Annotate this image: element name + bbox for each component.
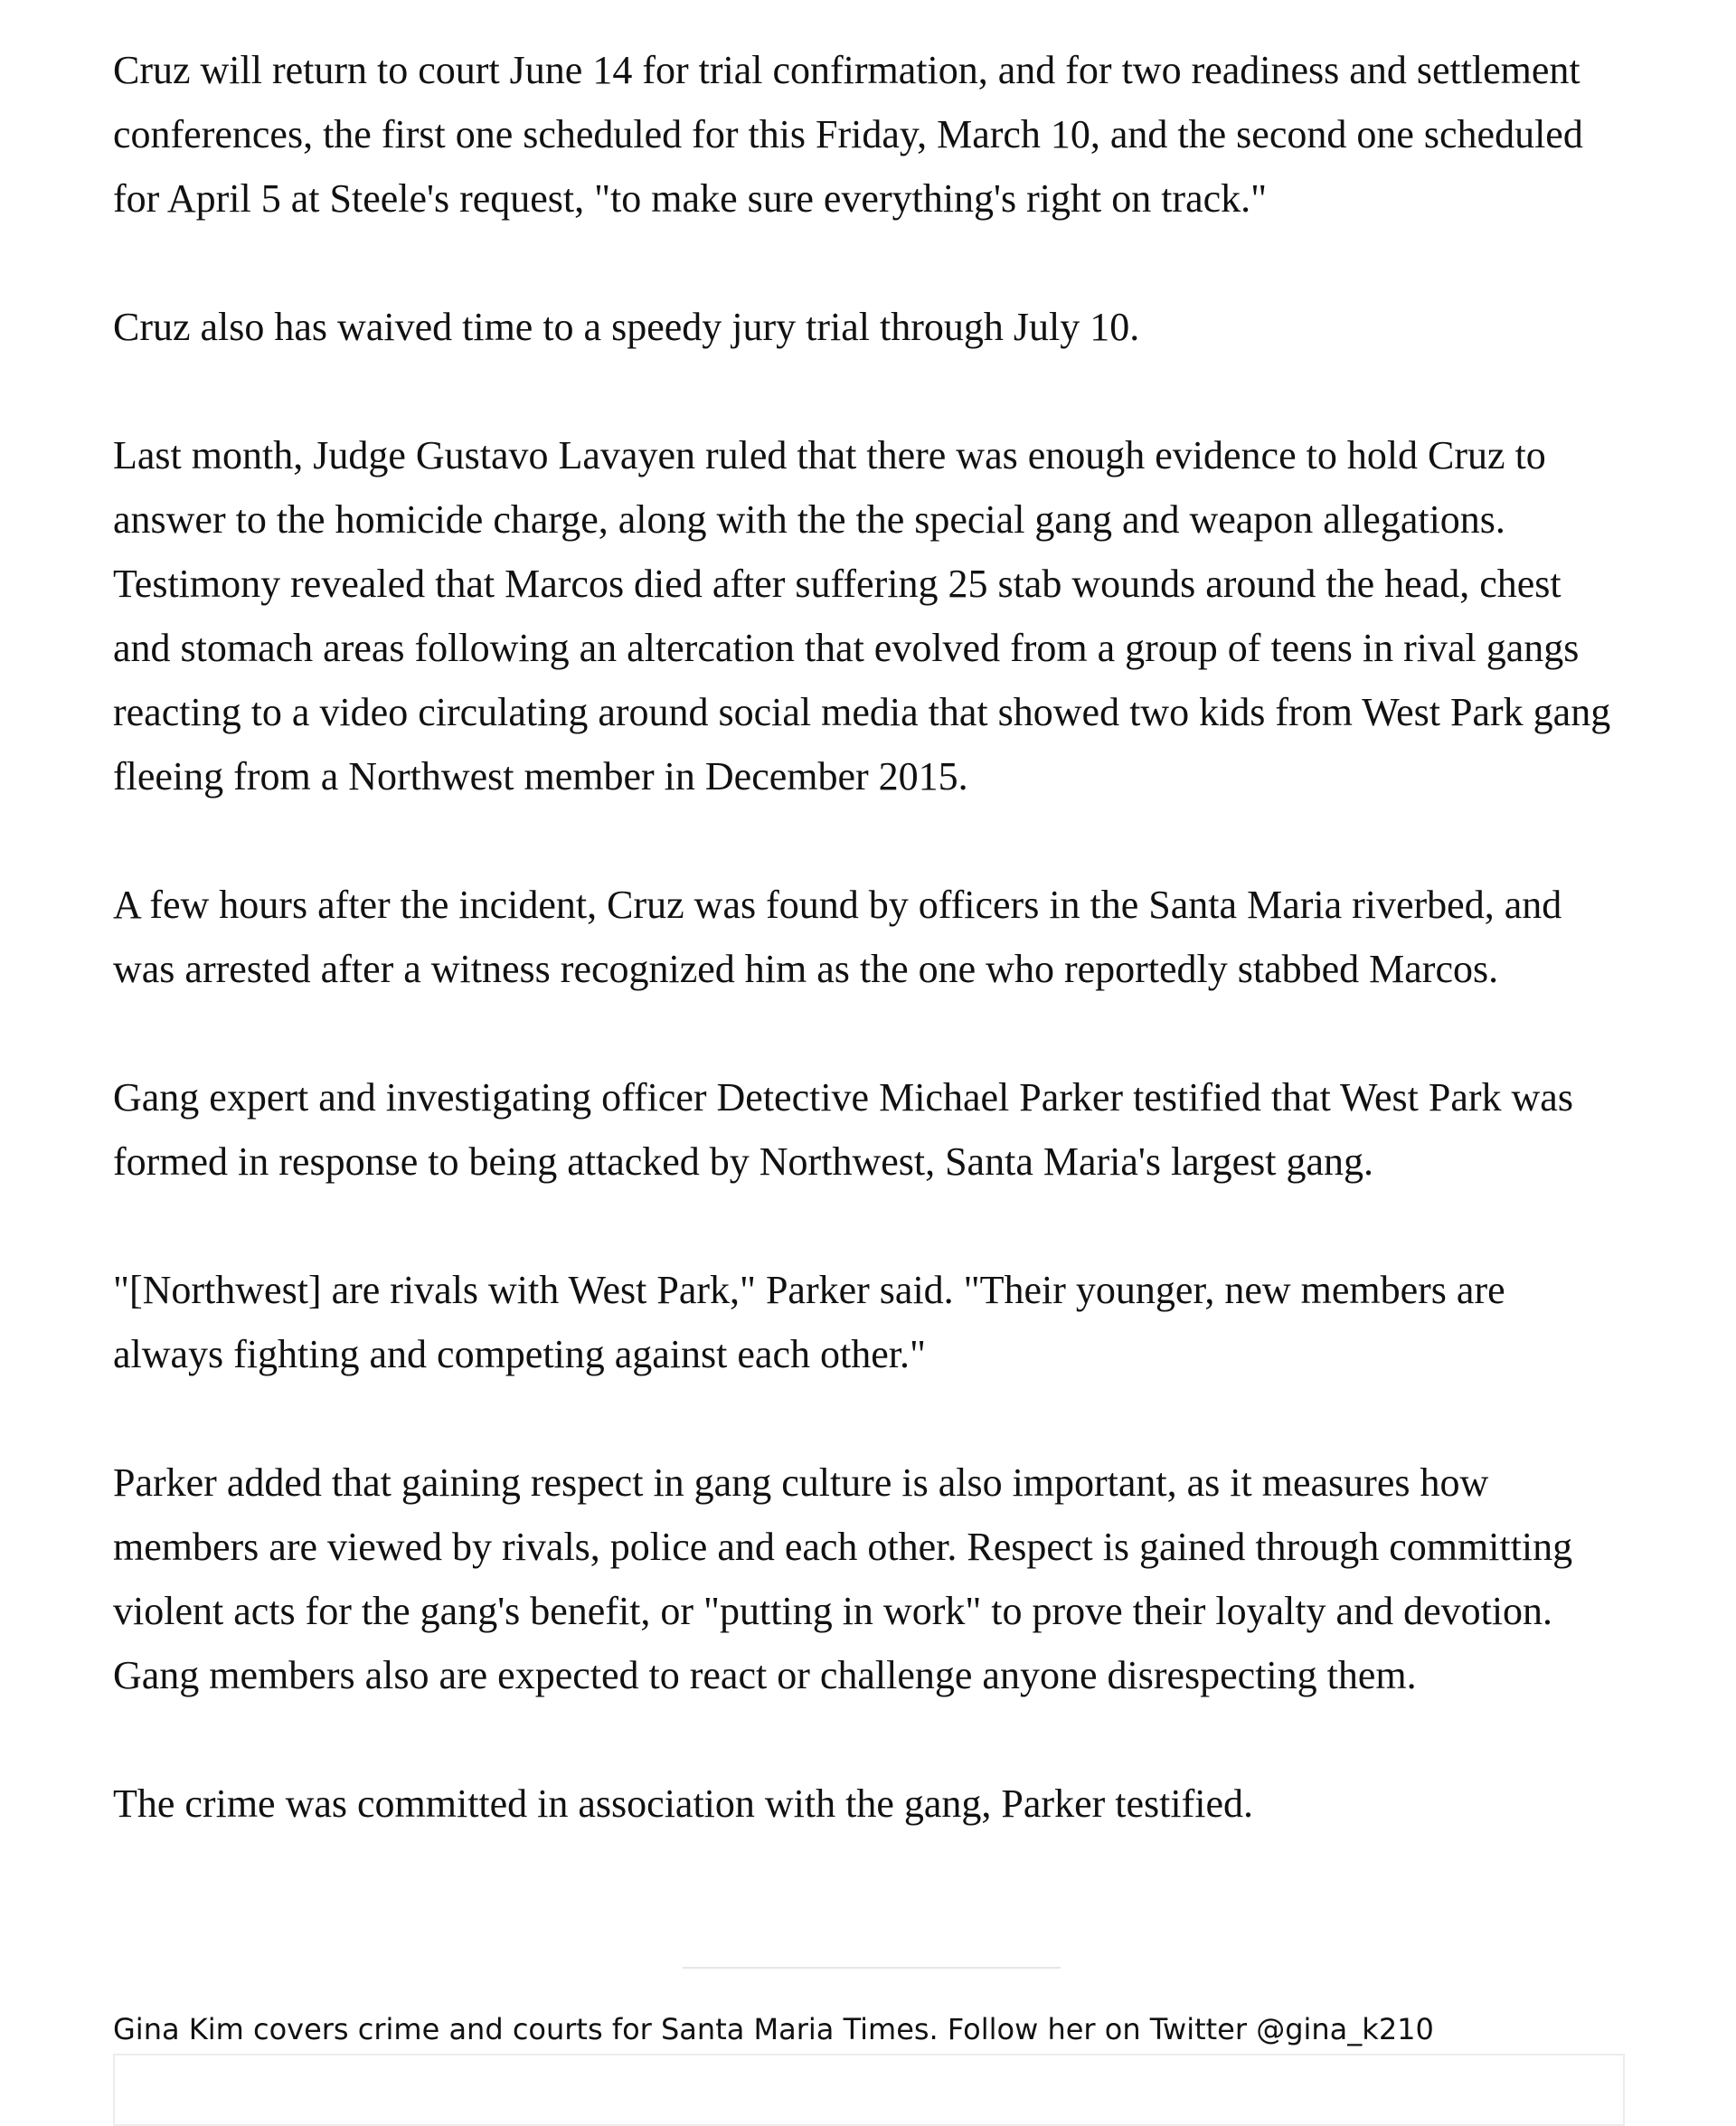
article-paragraph-respect: Parker added that gaining respect in gang culture is also important, as it measures how members are viewed by rivals, police and each other. Respect is gained through committing violent acts for the gang's benefit, or "putting in work" to prove their loyalty and devotion. Gang members also are expected to react or challenge anyone disrespecting them. [113, 1460, 1573, 1697]
article-paragraph-gang-expert: Gang expert and investigating officer Detective Michael Parker testified that West Park was formed in response to being attacked by Northwest, Santa Maria's largest gang. [113, 1075, 1573, 1184]
article-paragraph-arrest: A few hours after the incident, Cruz was found by officers in the Santa Maria riverbed, and was arrested after a witness recognized him as the one who reportedly stabbed Marcos. [113, 883, 1562, 991]
footer-box [113, 2054, 1625, 2126]
article-paragraph-speedy-trial: Cruz also has waived time to a speedy jury trial through July 10. [113, 305, 1140, 349]
article-paragraph-ruling: Last month, Judge Gustavo Lavayen ruled that there was enough evidence to hold Cruz to answer to the homicide charge, along with the the special gang and weapon allegations. Testimony revealed that Marcos died after suffering 25 stab wounds around the head, chest and stomach areas following an altercation that evolved from a group of teens in rival gangs reacting to a video circulating around social media that showed two kids from West Park gang fleeing from a Northwest member in December 2015. [113, 433, 1611, 798]
article-paragraph-trial-dates: Cruz will return to court June 14 for trial confirmation, and for two readiness and settlement conferences, the first one scheduled for this Friday, March 10, and the second one scheduled for April 5 at Steele's request, "to make sure everything's right on track." [113, 48, 1583, 221]
article-body [113, 38, 1623, 1836]
article-paragraph-quote: "[Northwest] are rivals with West Park," Parker said. "Their younger, new members are always fighting and competing against each other." [113, 1268, 1505, 1376]
section-divider [683, 1967, 1061, 1969]
author-byline: Gina Kim covers crime and courts for Santa Maria Times. Follow her on Twitter @gina_k210 [113, 2012, 1434, 2046]
article-paragraph-conclusion: The crime was committed in association with the gang, Parker testified. [113, 1781, 1253, 1826]
